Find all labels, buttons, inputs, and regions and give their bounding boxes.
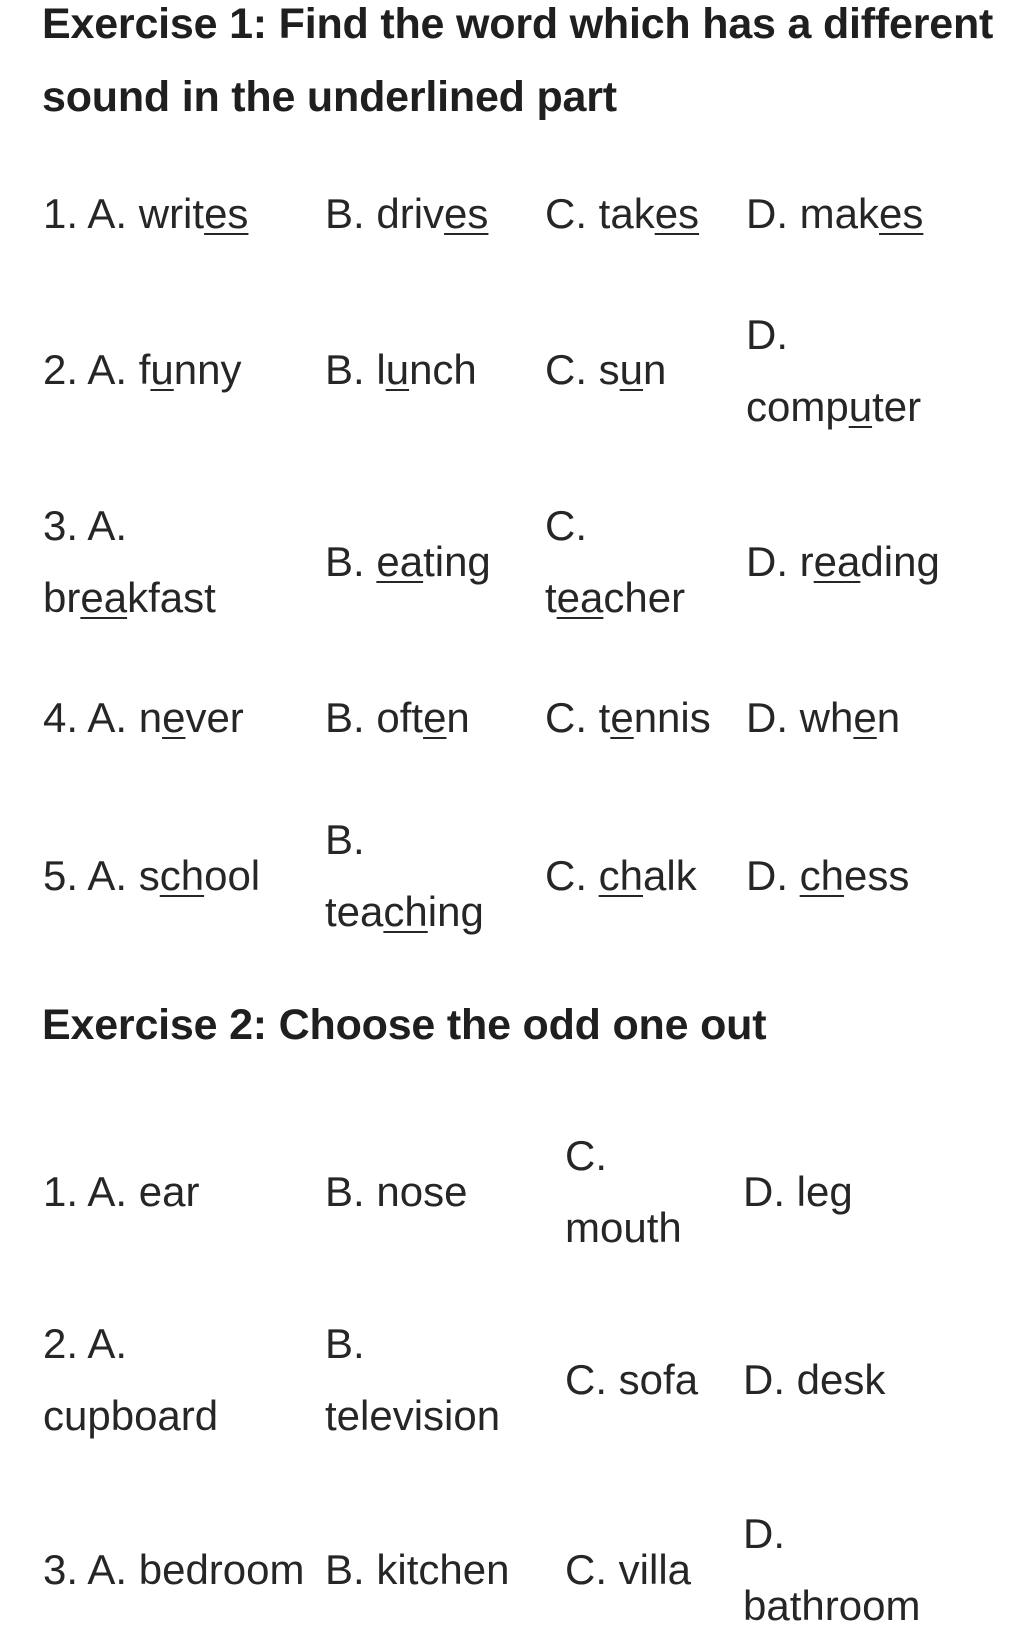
option-a: 4. A. never bbox=[43, 694, 244, 741]
exercise-1-heading-line-1: Exercise 1: Find the word which has a different bbox=[42, 0, 994, 48]
underlined-part: e bbox=[423, 694, 447, 741]
underlined-part: ch bbox=[159, 852, 205, 899]
option-b: B. kitchen bbox=[325, 1546, 510, 1593]
underlined-part: u bbox=[619, 346, 644, 393]
underlined-part: ea bbox=[556, 574, 604, 621]
underlined-part: ch bbox=[383, 888, 428, 935]
option-a: 1. A. ear bbox=[43, 1168, 200, 1215]
underlined-part: u bbox=[385, 346, 410, 393]
option-c: C. takes bbox=[545, 190, 700, 237]
option-a: 1. A. writes bbox=[43, 190, 249, 237]
option-c: C. mouth bbox=[565, 1132, 682, 1251]
underlined-part: es bbox=[654, 190, 700, 237]
option-a: 5. A. school bbox=[43, 852, 261, 899]
exercise-2-heading: Exercise 2: Choose the odd one out bbox=[42, 1001, 767, 1049]
option-a: 3. A. breakfast bbox=[43, 502, 216, 621]
underlined-part: u bbox=[848, 383, 873, 430]
option-c: C. villa bbox=[565, 1546, 692, 1593]
underlined-part: e bbox=[162, 694, 186, 741]
option-a: 3. A. bedroom bbox=[43, 1546, 305, 1593]
option-b: B. television bbox=[325, 1320, 501, 1439]
exercise-1-heading-line-2: sound in the underlined part bbox=[42, 73, 617, 121]
underlined-part: e bbox=[610, 694, 634, 741]
underlined-part: es bbox=[879, 190, 924, 237]
option-d: D. makes bbox=[746, 190, 924, 237]
option-c: C. chalk bbox=[545, 852, 697, 899]
option-d: D. reading bbox=[746, 538, 940, 585]
option-d: D. computer bbox=[746, 311, 922, 430]
option-d: D. chess bbox=[746, 852, 910, 899]
option-d: D. bathroom bbox=[743, 1510, 921, 1629]
option-a: 2. A. funny bbox=[43, 346, 242, 393]
option-c: C. teacher bbox=[545, 502, 686, 621]
option-b: B. teaching bbox=[325, 816, 484, 935]
option-b: B. often bbox=[325, 694, 470, 741]
option-d: D. when bbox=[746, 694, 901, 741]
option-b: B. nose bbox=[325, 1168, 468, 1215]
underlined-part: ea bbox=[376, 538, 424, 585]
option-d: D. leg bbox=[743, 1168, 853, 1215]
underlined-part: e bbox=[853, 694, 877, 741]
option-c: C. tennis bbox=[545, 694, 711, 741]
underlined-part: es bbox=[444, 190, 489, 237]
underlined-part: ch bbox=[799, 852, 845, 899]
underlined-part: u bbox=[150, 346, 174, 393]
option-c: C. sun bbox=[545, 346, 667, 393]
option-b: B. eating bbox=[325, 538, 491, 585]
option-d: D. desk bbox=[743, 1356, 886, 1403]
option-c: C. sofa bbox=[565, 1356, 699, 1403]
option-b: B. lunch bbox=[325, 346, 477, 393]
option-a: 2. A. cupboard bbox=[43, 1320, 219, 1439]
underlined-part: ch bbox=[598, 852, 644, 899]
underlined-part: ea bbox=[813, 538, 861, 585]
option-b: B. drives bbox=[325, 190, 489, 237]
underlined-part: ea bbox=[80, 574, 128, 621]
underlined-part: es bbox=[204, 190, 249, 237]
